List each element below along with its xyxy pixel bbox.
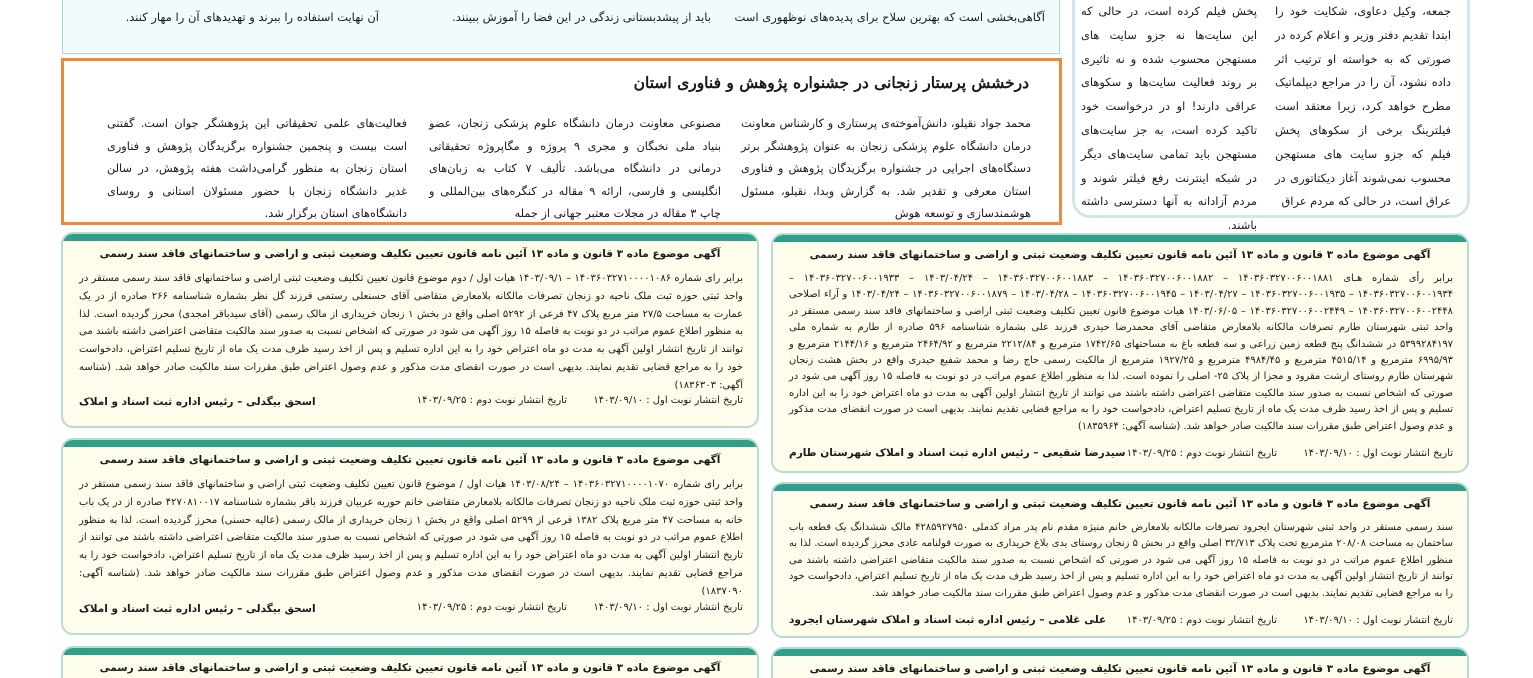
notice-title: آگهی موضوع ماده ۳ قانون و ماده ۱۳ آئین نامه قانون تعیین تکلیف وضعیت ثبتی و اراضی و ساختمانهای فاقد سند رسمی — [809, 498, 1431, 510]
notice-body: برابر رای شماره ۱۴۰۳۶۰۳۲۷۱۰۰۰۰۱۰۷۰ – ۱۴۰۳/۰۸/۲۴ هیات اول / موضوع قانون تعیین تکلیف وضعیت ثبتی اراضی و ساختمانهای فاقد سند رسمی مستقر در واحد ثبتی حوزه ثبت ملک ناحیه دو زنجان تصرفات مالکانه بلامعارض متقاضی خانم حوریه عربیان فرزند باقر بشماره شناسنامه ۴۲۷۰۸۱۰۰۱۷ صادره از در یک باب خانه به مساحت ۴۷ متر مربع پلاک ۱۳۸۲ فرعی از ۵۲۹۹ اصلی واقع در بخش ۱ زنجان خریداری از مالک رسمی (عالیه حسنی) محرز گردیده است. لذا به منظور اطلاع عموم مراتب در دو نوبت به فاصله ۱۵ روز آگهی می شود در صورتی که اشخاص نسبت به صدور سند مالکیت متقاضی اعتراضی داشته باشند می توانند از تاریخ انتشار اولین آگهی به مدت دو ماه اعتراض خود را به این اداره تسلیم و پس از اخذ رسید ظرف مدت یک ماه از تاریخ تسلیم اعتراض، دادخواست خود را به مراجع قضایی تقدیم نمایند. بدیهی است در صورت انقضای مدت مذکور و عدم وصول اعتراض طبق مقررات سند مالکیت صادر خواهد شد. (شناسه آگهی: ۱۸۳۷۰۹۰) — [79, 479, 743, 597]
notice-title: آگهی موضوع ماده ۳ قانون و ماده ۱۳ آئین نامه قانون تعیین تکلیف وضعیت ثبتی و اراضی و ساختمانهای فاقد سند رسمی — [99, 248, 721, 260]
feature-col3: فعالیت‌های علمی تحقیقاتی این پژوهشگر جوان است. گفتنی است بیست و پنجمین جشنواره برگزیدگان پژوهش و فناوری استان زنجان به منظور گرامی‌داشت هفته پژوهش، در سالن غدیر دانشگاه زنجان با حضور مسئولان استانی و روسای دانشگاه‌های استان برگزار شد. — [107, 117, 407, 221]
notice-date-second: تاریخ انتشار نوبت دوم : ۱۴۰۳/۰۹/۲۵ — [1126, 448, 1277, 459]
feature-article — [61, 58, 1062, 225]
legal-notice-5 — [61, 646, 759, 678]
right-article-col-a: جمعه، وکیل دعاوی، شکایت خود را ابتدا تقدیم دفتر وزیر و اعلام کرده در صورتی که به خواسته او ترتیب اثر داده نشود، آن را در مراجع دیپلماتیک مطرح خواهد کرد، زیرا معتقد است فیلترینگ برخی از سکوهای پخش فیلم که جزو سایت های مستهجن محسوب نمی‌شوند آغاز دیکتاتوری در عراق است، در حالی که مردم عراق — [1275, 4, 1451, 209]
notice-date-second: تاریخ انتشار نوبت دوم : ۱۴۰۳/۰۹/۲۵ — [416, 602, 567, 613]
top-article-col3: آن نهایت استفاده را ببرند و تهدیدهای آن را مهار کنند. — [125, 10, 379, 24]
feature-title: درخشش پرستار زنجانی در جشنواره پژوهش و فناوری استان — [633, 73, 1029, 92]
notice-signature: اسحق بیگدلی – رئیس اداره ثبت اسناد و املاک — [79, 603, 316, 615]
notice-signature: علی غلامی – رئیس اداره ثبت اسناد و املاک شهرستان ایجرود — [789, 614, 1107, 626]
notice-body: برابر رأی شماره هـای ۱۴۰۳۶۰۳۲۷۰۰۶۰۰۱۸۸۱ – ۱۴۰۳۶۰۳۲۷۰۰۶۰۰۱۸۸۲ – ۱۴۰۳۶۰۳۲۷۰۰۶۰۰۱۸۸۳ – ۱۴۰۳/۰۴/۲۴ – ۱۴۰۳۶۰۳۲۷۰۰۶۰۰۱۹۳۳ – ۱۴۰۳۶۰۳۲۷۰۰۶۰۰۱۹۳۴ – ۱۴۰۳۶۰۳۲۷۰۰۶۰۰۱۹۳۵ – ۱۴۰۳/۰۴/۲۷ – ۱۴۰۳۶۰۳۲۷۰۰۶۰۰۱۹۴۵ – ۱۴۰۳/۰۴/۲۸ – ۱۴۰۳۶۰۳۲۷۰۰۶۰۰۱۸۷۹ – ۱۴۰۳/۰۴/۲۴ و آراء اصلاحی ۱۴۰۳۶۰۳۲۷۰۰۶۰۰۲۴۴۸ – ۱۴۰۳۶۰۳۲۷۰۰۶۰۰۲۴۴۹ – ۱۴۰۳/۰۶/۰۵ هیات موضوع قانون تعیین تکلیف وضعیت ثبتی اراضی و ساختمانهای فاقد سند رسمی مستقر در واحد ثبتی شهرستان طارم تصرفات مالکانه بلامعارض متقاضی آقای محمدرضا حیدری فرزند علی بشماره شناسنامه ۵۹۶ صادره از طارم به شماره ملی ۵۳۹۹۲۸۴۱۹۷ در ششدانگ پنج قطعه زمین زراعی و سه قطعه باغ به مساحتهای ۱۷۴۲/۶۵ مترمربع و ۲۲۱۲/۸۴ مترمربع و ۲۴۶۴/۹۲ مترمربع و ۲۱۴۴/۱۶ مترمربع و ۶۹۹۵/۹۳ مترمربع و ۴۵۱۵/۱۴ مترمربع و ۴۹۸۴/۴۵ مترمربع و ۱۹۲۷/۲۵ مترمربع از مالکیت رسمی حاج رضا و محمد شفیع حیدری واقع در بخش هشت زنجان شهرستان طارم روستای ارشت مقرود و مجزا از پلاک ۲۵- اصلی را نموده است. لذا به منظور اطلاع عموم مراتب در دو نوبت به فاصله ۱۵ روز آگهی می شود در صورتی که اشخاص نسبت به صدور سند مالکیت متقاضی اعتراضی داشته باشند می توانند از تاریخ انتشار اولین آگهی به مدت دو ماه اعتراض خود را به این اداره تسلیم و پس از اخذ رسید ظرف مدت یک ماه از تاریخ تسلیم اعتراض، دادخواست خود را به مراجع قضایی تقدیم نمایند. بدیهی است در صورت انقضای مدت مذکور و عدم وصول اعتراض طبق مقررات سند مالکیت صادر خواهد شد. (شناسه آگهی: ۱۸۳۵۹۶۴) — [789, 273, 1454, 432]
legal-notice-2 — [61, 232, 759, 428]
notice-date-second: تاریخ انتشار نوبت دوم : ۱۴۰۳/۰۹/۲۵ — [416, 395, 567, 406]
notice-body: برابر رای شماره ۱۴۰۳۶۰۳۲۷۱۰۰۰۰۱۰۸۶ – ۱۴۰۳/۰۹/۱ هیات اول / دوم موضوع قانون تعیین تکلیف وضعیت ثبتی اراضی و ساختمانهای فاقد سند رسمی مستقر در واحد ثبتی حوزه ثبت ملک ناحیه دو زنجان تصرفات مالکانه بلامعارض متقاضی آقای حسنعلی رستمی فرزند گل نظر بشماره شناسنامه ۲۶۶ صادره از در یک عمارت به مساحت ۲۷/۵ متر مربع پلاک ۴۷ فرعی از ۵۲۹۲ اصلی واقع در بخش ۱ زنجان خریداری از مالک رسمی (آقای سیدباقر امجدی) محرز گردیده است. لذا به منظور اطلاع عموم مراتب در دو نوبت به فاصله ۱۵ روز آگهی می شود در صورتی که اشخاص نسبت به صدور سند مالکیت متقاضی اعتراضی داشته باشند می توانند از تاریخ انتشار اولین آگهی به مدت دو ماه اعتراض خود را به این اداره تسلیم و پس از اخذ رسید ظرف مدت یک ماه از تاریخ تسلیم اعتراض، دادخواست خود را به مراجع قضایی تقدیم نمایند. بدیهی است در صورت انقضای مدت مذکور و عدم وصول اعتراض طبق مقررات سند مالکیت صادر خواهد شد. (شناسه آگهی: ۱۸۳۶۳۰۳) — [79, 273, 744, 391]
notice-signature: اسحق بیگدلی – رئیس اداره ثبت اسناد و املاک — [79, 396, 316, 408]
notice-signature: سیدرضا شقیعی – رئیس اداره ثبت اسناد و املاک شهرستان طارم — [789, 447, 1126, 459]
notice-title: آگهی موضوع ماده ۳ قانون و ماده ۱۳ آئین نامه قانون تعیین تکلیف وضعیت ثبتی و اراضی و ساختمانهای فاقد سند رسمی — [99, 662, 721, 674]
notice-date-first: تاریخ انتشار نوبت اول : ۱۴۰۳/۰۹/۱۰ — [593, 395, 743, 406]
notice-date-first: تاریخ انتشار نوبت اول : ۱۴۰۳/۰۹/۱۰ — [1303, 615, 1453, 626]
feature-col2: مصنوعی معاونت درمان دانشگاه علوم پزشکی زنجان، عضو بنیاد ملی نخبگان و مجری ۹ پروژه و مگاپروژه تحقیقاتی درمانی در دانشگاه می‌باشد. تألیف ۷ کتاب به زبان‌های انگلیسی و فارسی، ارائه ۹ مقاله در کنگره‌های بین‌المللی و چاپ ۳ مقاله در مجلات معتبر جهانی از جمله — [429, 117, 721, 221]
top-article-col1: آگاهی‌بخشی است که بهترین سلاح برای پدیده‌های نوظهوری است — [734, 10, 1045, 24]
top-article-box — [62, 0, 1060, 54]
notice-body: سند رسمی مستقر در واحد ثبتی شهرستان ایجرود تصرفات مالکانه بلامعارض خانم منیژه مقدم نام پدر مراد کدملی ۴۲۸۵۹۲۷۹۵۰ مالک ششدانگ یک قطعه باب ساختمان به مساحت ۲۰۸/۰۸ مترمربع تحت پلاک ۳۲/۷۱۳ اصلی واقع در بخش ۵ زنجان روستای یدی بلاغ خریداری به صورت قولنامه عادی محرز گردیده است. لذا به منظور اطلاع عموم مراتب در دو نوبت به فاصله ۱۵ روز آگهی می شود در صورتی که اشخاص نسبت به صدور سند مالکیت متقاضی اعتراضی داشته باشند می توانند از تاریخ انتشار اولین آگهی به مدت دو ماه اعتراض خود را به این اداره تسلیم و پس از اخذ رسید ظرف مدت یک ماه از تاریخ تسلیم اعتراض، دادخواست خود را به مراجع قضایی تقدیم نمایند. بدیهی است در صورت انقضای مدت مذکور و عدم وصول اعتراض طبق مقررات سند مالکیت صادر خواهد شد. — [789, 522, 1453, 599]
notice-title: آگهی موضوع ماده ۳ قانون و ماده ۱۳ آئین نامه قانون تعیین تکلیف وضعیت ثبتی و اراضی و ساختمانهای فاقد سند رسمی — [809, 663, 1431, 675]
top-article-col2: باید از پیشدبستانی زندگی در این فضا را آموزش ببینند. — [452, 10, 711, 24]
right-article-col-b: پخش فیلم کرده است، در حالی که این سایت‌ها نه جزو سایت های مستهجن محسوب شده و نه تاثیری بر روند فعالیت سایت‌ها و سکوهای عراقی دارند! او در درخواست خود تاکید کرده است، به جز سایت‌های مستهجن باید تمامی سایت‌های دیگر در شبکه اینترنت رفع فیلتر شوند و مردم آزادانه به آنها دسترسی داشته باشند. — [1081, 4, 1257, 233]
legal-notice-1 — [771, 233, 1469, 473]
legal-notice-3 — [771, 482, 1469, 638]
notice-title: آگهی موضوع ماده ۳ قانون و ماده ۱۳ آئین نامه قانون تعیین تکلیف وضعیت ثبتی و اراضی و ساختمانهای فاقد سند رسمی — [99, 454, 721, 466]
legal-notice-6 — [771, 647, 1469, 678]
notice-date-first: تاریخ انتشار نوبت اول : ۱۴۰۳/۰۹/۱۰ — [593, 602, 743, 613]
right-column-article — [1072, 0, 1470, 233]
notice-title: آگهی موضوع ماده ۳ قانون و ماده ۱۳ آئین نامه قانون تعیین تکلیف وضعیت ثبتی و اراضی و ساختمانهای فاقد سند رسمی — [809, 249, 1431, 261]
feature-col1: محمد جواد نقیلو، دانش‌آموخته‌ی پرستاری و کارشناس معاونت درمان دانشگاه علوم پزشکی زنجان به عنوان پژوهشگر برتر دستگاه‌های اجرایی در جشنواره برگزیدگان پژوهش و فناوری استان معرفی و تقدیر شد. به گزارش وبدا، نقیلو، مسئول هوشمندسازی و توسعه هوش — [741, 117, 1031, 221]
legal-notice-4 — [61, 438, 759, 635]
notice-date-second: تاریخ انتشار نوبت دوم : ۱۴۰۳/۰۹/۲۵ — [1126, 615, 1277, 626]
notice-date-first: تاریخ انتشار نوبت اول : ۱۴۰۳/۰۹/۱۰ — [1303, 448, 1453, 459]
